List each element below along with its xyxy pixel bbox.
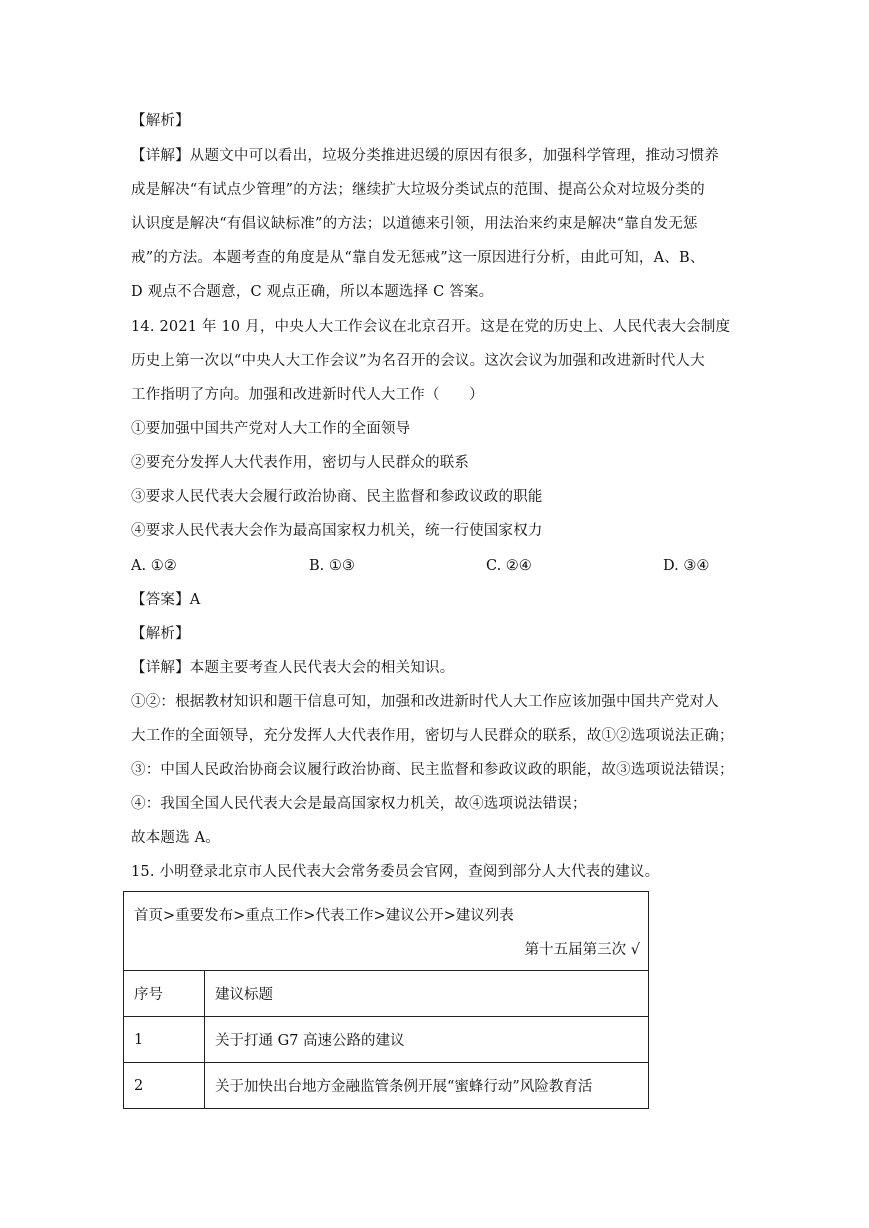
column-header-number: 序号 <box>124 971 205 1017</box>
answer-options <box>131 556 751 576</box>
question-15-line: 15. 小明登录北京市人民代表大会常务委员会官网，查阅到部分人大代表的建议。 <box>131 864 660 880</box>
column-header-title: 建议标题 <box>205 971 649 1017</box>
statement-2: ②要充分发挥人大代表作用，密切与人民群众的联系 <box>131 455 470 471</box>
session-selector: 第十五届第三次 √ <box>524 942 640 958</box>
text-line: D 观点不合题意，C 观点正确，所以本题选择 C 答案。 <box>131 284 494 300</box>
text-line: ①②：根据教材知识和题干信息可知，加强和改进新时代人大工作应该加强中国共产党对人 <box>131 694 719 710</box>
row-title: 关于打通 G7 高速公路的建议 <box>205 1017 649 1063</box>
proposal-table <box>123 891 649 1109</box>
statement-3: ③要求人民代表大会履行政治协商、民主监督和参政议政的职能 <box>131 489 543 505</box>
table-row <box>124 1017 649 1063</box>
text-line: ④：我国全国人民代表大会是最高国家权力机关，故④选项说法错误； <box>131 796 587 812</box>
text-line: 大工作的全面领导，充分发挥人大代表作用，密切与人民群众的联系，故①②选项说法正确； <box>131 728 734 744</box>
question-14-line: 14. 2021 年 10 月，中央人大工作会议在北京召开。这是在党的历史上、人民代表大会制度 <box>131 319 731 335</box>
text-line: 【详解】本题主要考查人民代表大会的相关知识。 <box>131 660 455 676</box>
statement-4: ④要求人民代表大会作为最高国家权力机关，统一行使国家权力 <box>131 523 543 539</box>
text-line: 【详解】从题文中可以看出，垃圾分类推进迟缓的原因有很多，加强科学管理，推动习惯养 <box>131 148 719 164</box>
statement-1: ①要加强中国共产党对人大工作的全面领导 <box>131 421 411 437</box>
text-line: 故本题选 A。 <box>131 830 220 846</box>
text-line: 戒”的方法。本题考查的角度是从“靠自发无惩戒”这一原因进行分析，由此可知，A、B、 <box>131 250 705 266</box>
question-14-line: 历史上第一次以“中央人大工作会议”为名召开的会议。这次会议为加强和改进新时代人大 <box>131 353 705 369</box>
table-row <box>124 1063 649 1109</box>
text-line: 成是解决“有试点少管理”的方法；继续扩大垃圾分类试点的范围、提高公众对垃圾分类的 <box>131 182 705 198</box>
answer-line: 【答案】A <box>131 592 201 608</box>
breadcrumb: 首页>重要发布>重点工作>代表工作>建议公开>建议列表 <box>134 908 514 924</box>
table-header-row <box>124 971 649 1017</box>
row-title: 关于加快出台地方金融监管条例开展“蜜蜂行动”风险教育活 <box>205 1063 649 1109</box>
text-line: 认识度是解决“有倡议缺标准”的方法；以道德来引领，用法治来约束是解决“靠自发无惩 <box>131 216 698 232</box>
option-d: D. ③④ <box>663 558 710 574</box>
section-heading-analysis: 【解析】 <box>131 113 190 129</box>
breadcrumb-cell <box>124 892 649 971</box>
section-heading-analysis: 【解析】 <box>131 626 190 642</box>
row-number: 2 <box>124 1063 205 1109</box>
option-a: A. ①② <box>131 558 177 574</box>
row-number: 1 <box>124 1017 205 1063</box>
option-b: B. ①③ <box>309 558 355 574</box>
option-c: C. ②④ <box>486 558 532 574</box>
question-14-line: 工作指明了方向。加强和改进新时代人大工作（ ） <box>131 387 484 403</box>
text-line: ③：中国人民政治协商会议履行政治协商、民主监督和参政议政的职能，故③选项说法错误； <box>131 762 734 778</box>
